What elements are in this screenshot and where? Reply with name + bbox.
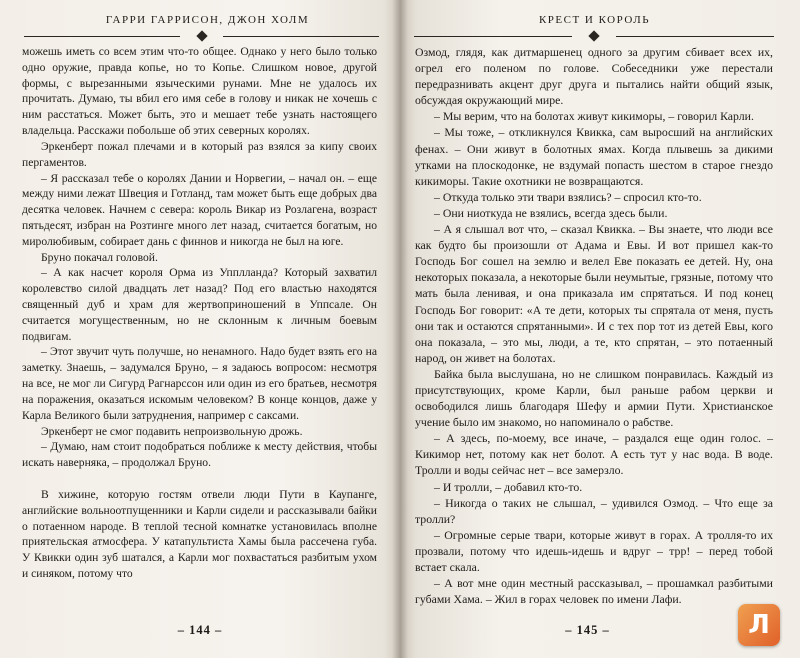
paragraph: Эркенберт пожал плечами и в который раз взялся за кипу своих пергаментов. — [22, 139, 377, 169]
paragraph: – Я рассказал тебе о королях Дании и Норвегии, – начал он. – еще между ними лежат Швеция и Готланд, там может быть еще добрых два десятка человек. Начнем с севера: король Викар из Розлагена, возраст пятьдесят, избран на Розтинге много лет назад, считается богатым, но миролюбивым, собирает дань с финнов и никогда не был на юге. — [22, 171, 377, 248]
paragraph: Бруно покачал головой. — [41, 250, 158, 264]
paragraph: – А здесь, по-моему, все иначе, – раздался еще один голос. – Кикимор нет, потому как нет болот. А есть тут у нас вода. В воде. Тролли и воды сейчас нет – все замерзло. — [415, 431, 773, 478]
paragraph: – Мы тоже, – откликнулся Квикка, сам выросший на английских фенах. – Они живут в болотных ямах. Когда плывешь за дикими утками на плоскодонке, не вздумай попасть шестом в старое гнездо кикиморы. Такие охотники не возвращаются. — [415, 125, 773, 188]
book-gutter — [392, 0, 408, 658]
paragraph: – Никогда о таких не слышал, – удивился Озмод. – Что еще за тролли? — [415, 495, 773, 526]
running-head-left: ГАРРИ ГАРРИСОН, ДЖОН ХОЛМ — [105, 14, 310, 26]
left-page-text — [22, 44, 377, 582]
paragraph: Байка была выслушана, но не слишком понравилась. Каждый из присутствующих, кроме Карли, был раньше рабом церкви и освободился лишь благодаря Шефу и армии Пути. Христианское учение было им знакомо, но напоминало о рабстве. — [415, 366, 773, 430]
right-page-text — [415, 44, 773, 607]
ornament-rule-right — [414, 32, 774, 42]
paragraph: – И тролли, – добавил кто-то. — [434, 479, 583, 494]
watermark-letter: Л — [748, 610, 770, 640]
page-number-left: – 144 – — [177, 623, 223, 637]
paragraph: – Они ниоткуда не взялись, всегда здесь были. — [434, 205, 668, 220]
ornament-rule-left — [24, 32, 379, 42]
paragraph: – А как насчет короля Орма из Упплланда? Который захватил королевство силой двадцать лет назад? Под его властью находятся священный дуб и храм для жертвоприношений в Уппсале. Он считается могущественным, но не склонным к личным боевым подвигам. — [22, 266, 377, 343]
running-head-right: КРЕСТ И КОРОЛЬ — [538, 14, 651, 26]
paragraph: Эркенберт не смог подавить непроизвольную дрожь. — [41, 424, 303, 438]
paragraph: – Этот звучит чуть получше, но ненамного. Надо будет взять его на заметку. Знаешь, – задумался Бруно, – я задаюсь вопросом: несмотря на все, не мог ли Сигурд Рагнарссон или один из его братьев, несмотря на поражения, оказаться искомым человеком? В конце концов, даже у Карла Великого были затруднения, например с саксами. — [22, 345, 377, 422]
paragraph: можешь иметь со всем этим что-то общее. Однако у него было только одно оружие, правда копье, но то Копье. Слишком новое, другой формы, с вырезанными языческими рунами. Мне не удалось их прочитать. Думаю, ты вбил его имя себе в голову и никак не хочешь с ним расстаться. Может быть, это и мешает тебе узнать настоящего владельца. Расскажи побольше об этих северных королях. — [22, 45, 377, 138]
page-number-right: – 145 – — [565, 623, 610, 637]
paragraph: – А вот мне один местный рассказывал, – прошамкал разбитыми губами Хама. – Жил в горах человек по имени Лафи. — [415, 576, 773, 607]
right-page — [400, 0, 800, 658]
paragraph: – А я слышал вот что, – сказал Квикка. – Вы знаете, что люди все как будто бы произошли от Адама и Евы. И вот пришел как-то Господь Бог сошел на землю и велел Еве показать ее детей. Ну, она некоторых показала, а некоторые были неумытые, грязные, потому что мать была ленивая, и она приказала им спрятаться. И под конец Господь Бог говорит: «А те дети, которых ты спрятала от меня, пусть они так и остаются спрятанными». И с тех пор тот из детей Евы, кого она показала, – это мы, люди, а те, кто спрятан, – это потаенный народ, он живет на болотах. — [415, 222, 773, 365]
paragraph: Озмод, глядя, как дитмаршенец одного за другим сбивает всех их, огрел его поленом по голове. Собеседники уже перестали передразнивать акцент друг друга и пытались найти общий язык, обсуждая окружающий мире. — [415, 45, 773, 108]
paragraph: – Откуда только эти твари взялись? – спросил кто-то. — [434, 189, 702, 204]
watermark-logo-icon — [738, 604, 780, 646]
paragraph: В хижине, которую гостям отвели люди Пути в Каупанге, английские вольноотпущенники и Карли сидели и рассказывали байки о потаенном народе. В теплой тесной комнатке установилась вполне приятельская атмосфера. У катапультиста Хамы была рассечена губа. У Квикки один зуб шатался, а Карли мог похвастаться разбитым ухом и синяком, потому что — [22, 487, 377, 580]
paragraph: – Мы верим, что на болотах живут кикиморы, – говорил Карли. — [434, 109, 754, 124]
paragraph: – Огромные серые твари, которые живут в горах. А тролля-то их прозвали, потому что идешь-идешь и вдруг – трр! – перед тобой встает скала. — [415, 527, 773, 574]
paragraph: – Думаю, нам стоит подобраться поближе к месту действия, чтобы искать наверняка, – продолжал Бруно. — [22, 440, 377, 470]
